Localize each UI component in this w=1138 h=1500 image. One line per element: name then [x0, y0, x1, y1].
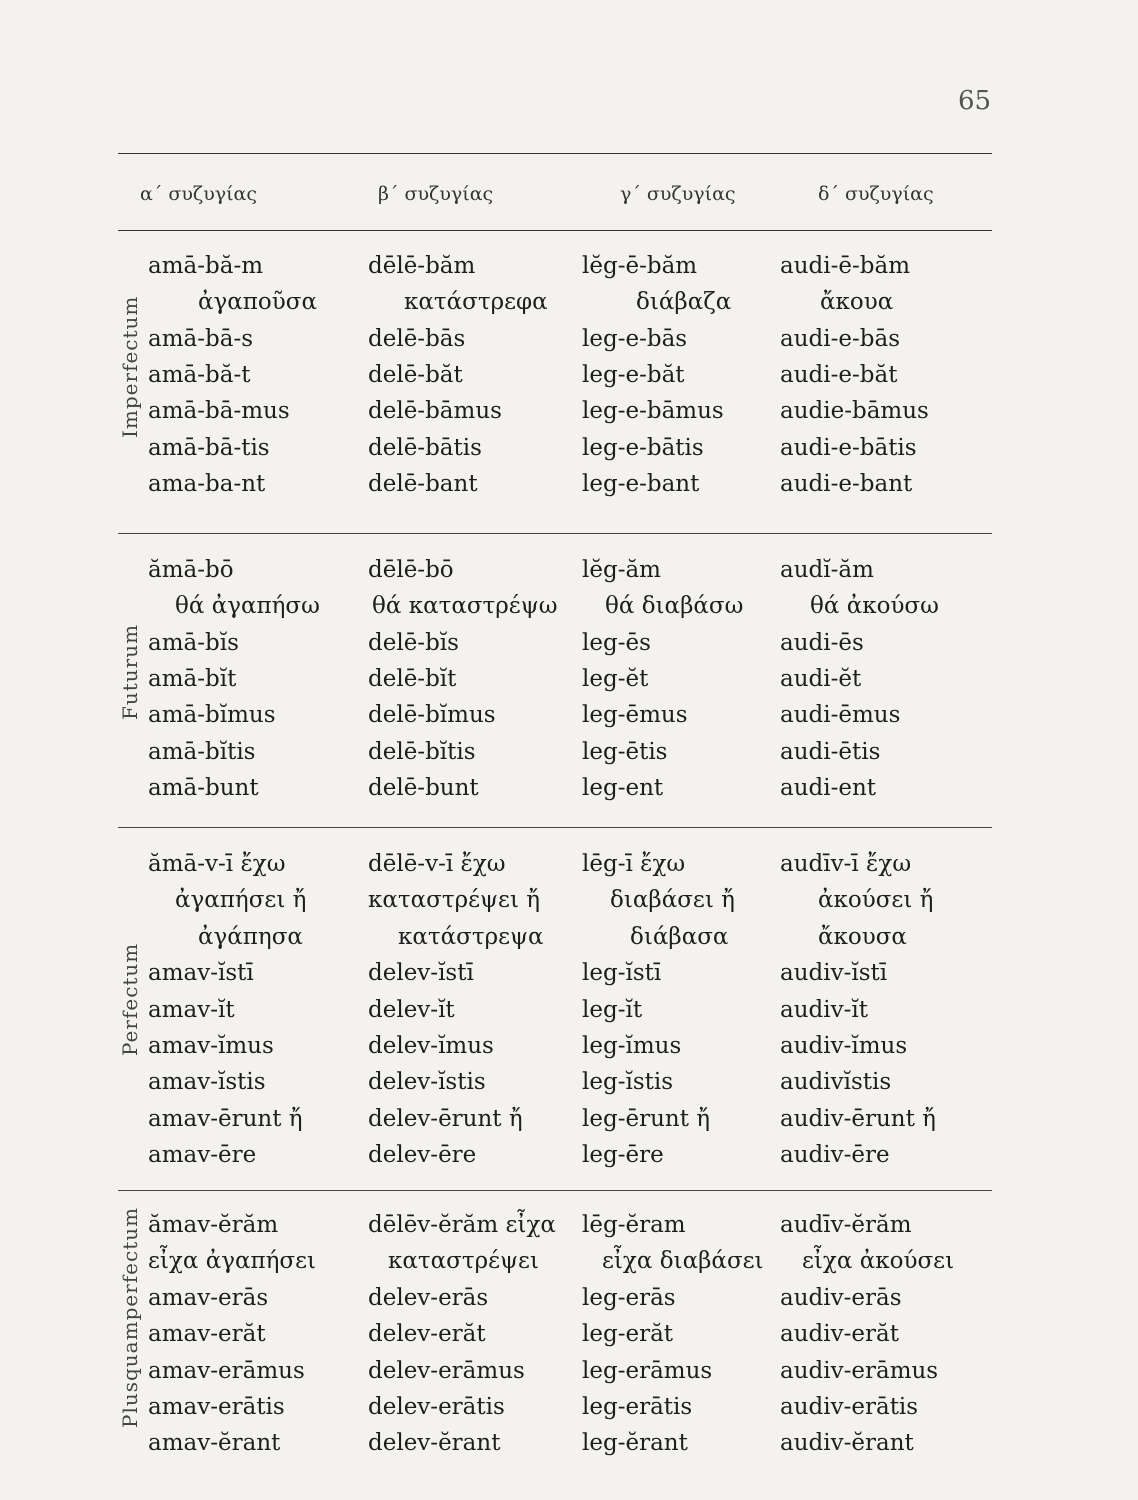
form-cell: leg-ērunt ἤ — [582, 1105, 711, 1132]
form-cell: amav-ĭstis — [148, 1069, 266, 1096]
section-rule-perfectum — [118, 827, 992, 828]
table-row — [0, 430, 1138, 466]
form-cell: ἀγάπησα — [198, 923, 303, 950]
table-row — [0, 697, 1138, 733]
form-cell: amā-bĭs — [148, 629, 239, 656]
form-cell: leg-erăt — [582, 1321, 674, 1348]
form-cell: θά ἀκούσω — [810, 593, 939, 620]
form-cell: ἀγαποῦσα — [198, 289, 317, 316]
form-cell: delē-bātis — [368, 434, 482, 461]
form-cell: ἀγαπήσει ἤ — [175, 887, 307, 914]
form-cell: εἶχα διαβάσει — [602, 1248, 764, 1275]
form-cell: amā-bā-mus — [148, 398, 290, 425]
form-cell: audi-e-bant — [780, 470, 913, 497]
form-cell: audivĭstis — [780, 1069, 892, 1096]
table-row — [0, 321, 1138, 357]
tense-label-imperfectum: Imperfectum — [118, 295, 142, 438]
form-cell: ămā-bō — [148, 557, 234, 583]
form-cell: delev-ēre — [368, 1142, 477, 1169]
form-cell: lēg-ĕram — [582, 1212, 686, 1238]
table-row — [0, 1028, 1138, 1064]
form-cell: audīv-ī ἔχω — [780, 851, 912, 877]
form-cell: audiv-ĭstī — [780, 960, 888, 987]
form-cell: amā-bunt — [148, 774, 259, 801]
form-cell: amav-erās — [148, 1284, 269, 1311]
form-cell: delev-erātis — [368, 1394, 505, 1420]
form-cell: amav-ĭstī — [148, 960, 254, 987]
top-rule — [118, 153, 992, 154]
form-cell: audiv-erăt — [780, 1321, 899, 1348]
header-conjugation-1: α΄ συζυγίας — [140, 183, 258, 205]
form-cell: delē-bĭs — [368, 629, 459, 656]
form-cell: amā-bā-tis — [148, 434, 270, 461]
table-row — [0, 1280, 1138, 1316]
form-cell: audiv-ĕrant — [780, 1430, 914, 1457]
form-cell: audi-e-bās — [780, 325, 900, 352]
form-cell: delē-bant — [368, 470, 478, 497]
form-cell: audiv-erās — [780, 1284, 902, 1311]
form-cell: διαβάσει ἤ — [610, 887, 735, 914]
table-row — [0, 466, 1138, 502]
form-cell: dēlē-bō — [368, 557, 454, 583]
form-cell: leg-e-bant — [582, 470, 700, 497]
form-cell: καταστρέψει ἤ — [368, 887, 541, 914]
form-cell: delev-erās — [368, 1284, 489, 1311]
form-cell: amā-bĭt — [148, 665, 237, 692]
form-cell: delē-băt — [368, 361, 463, 388]
form-cell: εἶχα ἀγαπήσει — [148, 1248, 317, 1275]
form-cell: audi-ĕt — [780, 665, 862, 692]
form-cell: ἀκούσει ἤ — [818, 887, 934, 914]
table-row — [0, 734, 1138, 770]
form-cell: θά διαβάσω — [605, 593, 744, 620]
form-cell: leg-ĕrant — [582, 1430, 688, 1457]
form-cell: lĕg-ē-băm — [582, 253, 698, 279]
page-number: 65 — [958, 86, 992, 116]
table-row — [0, 846, 1138, 882]
form-cell: audi-e-băt — [780, 361, 898, 388]
form-cell: audiv-ĭt — [780, 996, 868, 1023]
form-cell: κατάστρεψα — [398, 923, 544, 950]
table-row — [0, 1353, 1138, 1389]
form-cell: audĭ-ăm — [780, 557, 874, 583]
form-cell: audi-ētis — [780, 738, 881, 765]
form-cell: leg-ētis — [582, 738, 668, 765]
form-cell: leg-e-bāmus — [582, 398, 724, 425]
form-cell: audīv-ĕrăm — [780, 1212, 912, 1238]
form-cell: leg-erāmus — [582, 1357, 713, 1384]
form-cell: διάβασα — [630, 923, 729, 950]
table-row — [0, 1064, 1138, 1100]
form-cell: leg-ēre — [582, 1142, 664, 1169]
form-cell: ămav-ĕrăm — [148, 1212, 279, 1238]
form-cell: ama-ba-nt — [148, 470, 266, 497]
table-row — [0, 1101, 1138, 1137]
form-cell: delē-bunt — [368, 774, 479, 801]
form-cell: amav-erăt — [148, 1321, 266, 1348]
form-cell: delē-bĭtis — [368, 738, 476, 765]
form-cell: amav-ērunt ἤ — [148, 1105, 303, 1132]
form-cell: amā-bă-m — [148, 253, 264, 279]
table-row — [0, 393, 1138, 429]
form-cell: ἄκουσα — [818, 923, 907, 950]
form-cell: delev-erăt — [368, 1321, 486, 1348]
form-cell: amā-bă-t — [148, 361, 251, 388]
form-cell: leg-erās — [582, 1284, 676, 1311]
table-row — [0, 919, 1138, 955]
form-cell: dēlē-băm — [368, 253, 476, 279]
tense-label-perfectum: Perfectum — [118, 942, 142, 1056]
form-cell: audi-e-bātis — [780, 434, 917, 461]
form-cell: delev-ĕrant — [368, 1430, 501, 1457]
table-row — [0, 770, 1138, 806]
table-row — [0, 1207, 1138, 1243]
form-cell: ἄκουα — [820, 289, 894, 316]
form-cell: amav-ĭmus — [148, 1033, 274, 1059]
form-cell: amav-ēre — [148, 1142, 257, 1169]
tense-label-futurum: Futurum — [118, 623, 142, 720]
form-cell: delē-bĭmus — [368, 702, 496, 729]
form-cell: leg-e-băt — [582, 361, 685, 388]
form-cell: audiv-ĭmus — [780, 1033, 908, 1059]
form-cell: καταστρέψει — [388, 1248, 539, 1275]
form-cell: delē-bĭt — [368, 665, 457, 692]
table-row — [0, 248, 1138, 284]
form-cell: leg-e-bātis — [582, 434, 704, 461]
table-row — [0, 1389, 1138, 1425]
form-cell: amā-bĭmus — [148, 702, 276, 729]
form-cell: delev-ĭstī — [368, 960, 474, 987]
table-row — [0, 992, 1138, 1028]
table-row — [0, 882, 1138, 918]
form-cell: ămā-v-ī ἔχω — [148, 851, 286, 877]
table-row — [0, 625, 1138, 661]
form-cell: delev-erāmus — [368, 1357, 525, 1384]
form-cell: leg-e-bās — [582, 325, 688, 352]
section-rule-futurum — [118, 533, 992, 534]
form-cell: amav-erāmus — [148, 1357, 305, 1384]
form-cell: εἶχα ἀκούσει — [802, 1248, 955, 1275]
form-cell: audi-ēs — [780, 629, 864, 656]
tense-label-plusquamperfectum: Plusquamperfectum — [118, 1206, 142, 1428]
form-cell: audiv-ēre — [780, 1142, 890, 1169]
header-conjugation-2: β΄ συζυγίας — [378, 183, 494, 205]
form-cell: leg-ĭt — [582, 996, 643, 1023]
table-row — [0, 1137, 1138, 1173]
table-row — [0, 1243, 1138, 1279]
form-cell: leg-ēs — [582, 629, 651, 656]
table-row — [0, 1425, 1138, 1461]
form-cell: θά καταστρέψω — [372, 593, 558, 620]
form-cell: amā-bĭtis — [148, 738, 256, 765]
form-cell: audiv-erāmus — [780, 1357, 939, 1384]
form-cell: lĕg-ăm — [582, 557, 661, 583]
header-conjugation-4: δ΄ συζυγίας — [818, 183, 934, 205]
form-cell: delev-ērunt ἤ — [368, 1105, 523, 1132]
form-cell: lēg-ī ἔχω — [582, 851, 686, 877]
form-cell: leg-ĭmus — [582, 1033, 682, 1059]
form-cell: leg-ĭstis — [582, 1069, 674, 1096]
form-cell: κατάστρεφα — [404, 289, 548, 316]
table-row — [0, 955, 1138, 991]
form-cell: leg-ĭstī — [582, 960, 662, 987]
form-cell: audiv-erātis — [780, 1394, 919, 1420]
form-cell: delē-bās — [368, 325, 466, 352]
form-cell: amā-bā-s — [148, 325, 254, 352]
form-cell: amav-ĕrant — [148, 1430, 281, 1457]
table-row — [0, 1316, 1138, 1352]
form-cell: amav-ĭt — [148, 996, 235, 1023]
form-cell: leg-ent — [582, 774, 664, 801]
form-cell: διάβαζα — [636, 289, 732, 316]
table-row — [0, 284, 1138, 320]
table-row — [0, 661, 1138, 697]
form-cell: θά ἀγαπήσω — [175, 593, 320, 620]
section-rule-plusquamperfectum — [118, 1190, 992, 1191]
table-row — [0, 588, 1138, 624]
form-cell: audi-ent — [780, 774, 877, 801]
header-conjugation-3: γ΄ συζυγίας — [620, 183, 736, 205]
form-cell: audie-bāmus — [780, 398, 929, 425]
form-cell: audi-ēmus — [780, 702, 901, 729]
form-cell: delev-ĭmus — [368, 1033, 494, 1059]
form-cell: dēlē-v-ī ἔχω — [368, 851, 506, 877]
form-cell: leg-ĕt — [582, 665, 649, 692]
form-cell: delē-bāmus — [368, 398, 502, 425]
form-cell: leg-erātis — [582, 1394, 693, 1420]
form-cell: audi-ē-băm — [780, 253, 911, 279]
table-row — [0, 357, 1138, 393]
form-cell: delev-ĭt — [368, 996, 455, 1023]
form-cell: leg-ēmus — [582, 702, 688, 729]
table-row — [0, 552, 1138, 588]
form-cell: amav-erātis — [148, 1394, 285, 1420]
header-bottom-rule — [118, 230, 992, 231]
form-cell: audiv-ērunt ἤ — [780, 1105, 936, 1132]
form-cell: delev-ĭstis — [368, 1069, 486, 1096]
form-cell: dēlēv-ĕrăm εἶχα — [368, 1212, 556, 1238]
